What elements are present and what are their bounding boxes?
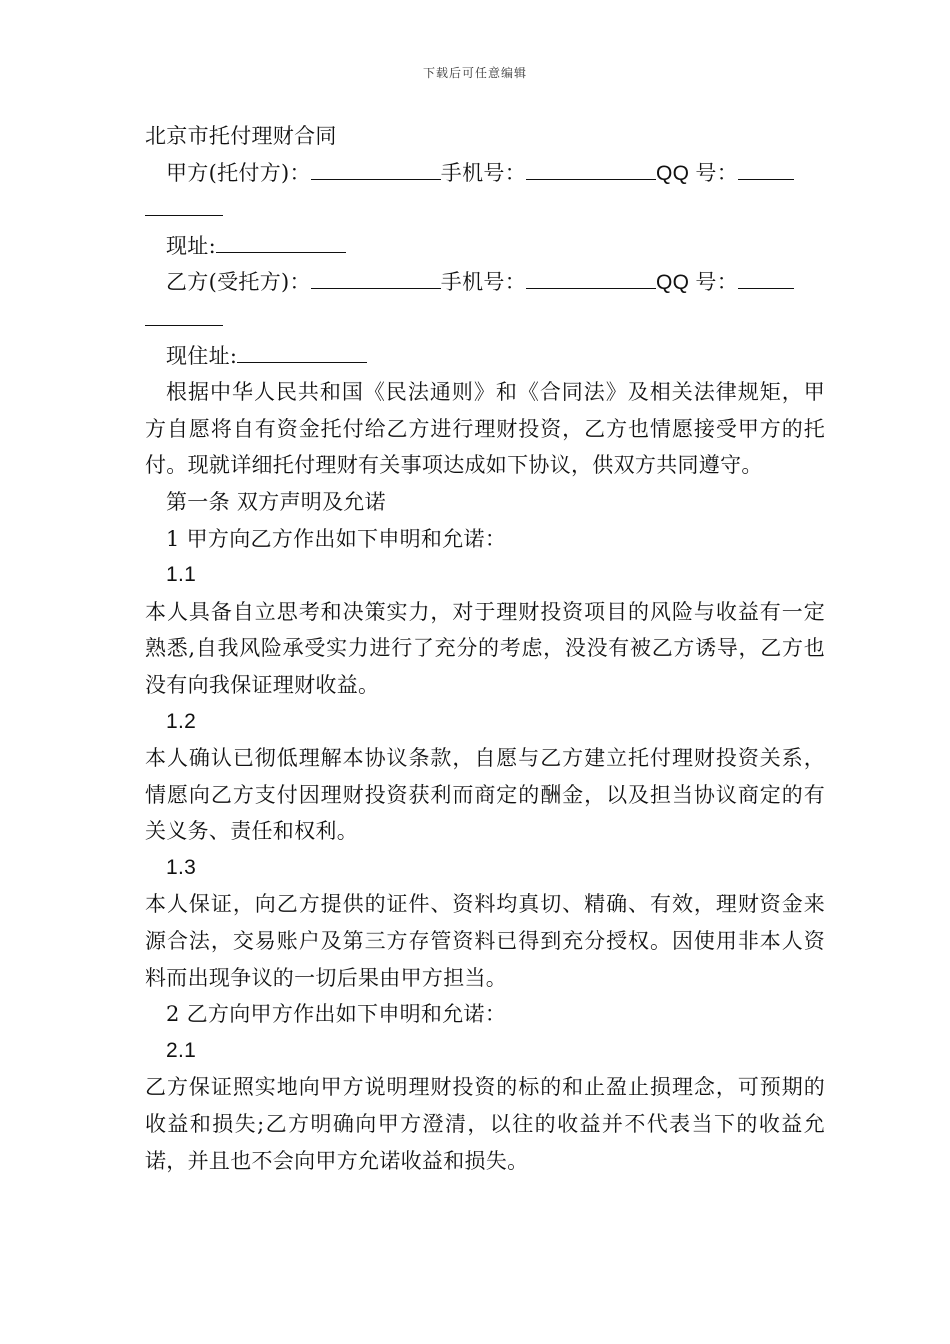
party-b-address-blank — [237, 342, 367, 363]
party-b-address-line — [145, 338, 825, 375]
party-b-phone-blank — [526, 268, 656, 289]
party-a-qq-blank — [738, 159, 794, 180]
party-b-phone-label: 手机号： — [440, 270, 526, 295]
party-a-phone-blank — [526, 159, 656, 180]
party-b-qq-blank-continued — [145, 305, 223, 326]
party-a-address-label: 现址: — [166, 233, 216, 258]
clause-text: 本人保证，向乙方提供的证件、资料均真切、精确、有效，理财资金来源合法，交易账户及第三方存管资料已得到充分授权。因使用非本人资料而出现争议的一切后果由甲方担当。 — [145, 892, 825, 990]
party-b-line — [145, 264, 825, 301]
party-b-qq-label: QQ 号： — [656, 271, 739, 295]
party-b-address-label: 现住址: — [166, 343, 238, 368]
header-note: 下载后可任意编辑 — [422, 66, 527, 80]
party-a-qq-label: QQ 号： — [656, 161, 739, 185]
party-a-name-blank — [311, 159, 441, 180]
preamble-paragraph: 根据中华人民共和国《民法通则》和《合同法》及相关法律规矩，甲方自愿将自有资金托付给乙方进行理财投资，乙方也情愿接受甲方的托付。现就详细托付理财有关事项达成如下协议，供双方共同遵守。 — [145, 380, 825, 478]
clause-number: 2.1 — [166, 1038, 197, 1062]
party-b-qq-blank — [738, 268, 794, 289]
clause-number: 1.1 — [166, 563, 197, 587]
clause-text: 本人确认已彻低理解本协议条款，自愿与乙方建立托付理财投资关系，情愿向乙方支付因理财投资获利而商定的酬金，以及担当协议商定的有关义务、责任和权利。 — [145, 746, 825, 844]
party-b-qq-continuation — [145, 301, 825, 338]
clause-text: 本人具备自立思考和决策实力，对于理财投资项目的风险与收益有一定熟悉,自我风险承受实力进行了充分的考虑，没没有被乙方诱导，乙方也没有向我保证理财收益。 — [145, 599, 825, 697]
party-a-phone-label: 手机号： — [440, 160, 526, 185]
party-b-label: 乙方(受托方)： — [166, 270, 311, 295]
party-a-qq-blank-continued — [145, 195, 223, 216]
section-1-heading: 1 甲方向乙方作出如下申明和允诺： — [166, 526, 507, 551]
article-1-title: 第一条 双方声明及允诺 — [166, 489, 386, 514]
document-title: 北京市托付理财合同 — [145, 124, 337, 148]
party-a-address-line — [145, 228, 825, 265]
party-a-qq-continuation — [145, 191, 825, 228]
clause-number: 1.3 — [166, 855, 197, 879]
party-a-line — [145, 155, 825, 192]
clause-number: 1.2 — [166, 709, 197, 733]
party-a-label: 甲方(托付方)： — [166, 160, 311, 185]
party-b-name-blank — [311, 268, 441, 289]
document-body — [145, 118, 825, 1179]
clause-text: 乙方保证照实地向甲方说明理财投资的标的和止盈止损理念，可预期的收益和损失;乙方明确向甲方澄清，以往的收益并不代表当下的收益允诺，并且也不会向甲方允诺收益和损失。 — [145, 1075, 825, 1173]
section-2-heading: 2 乙方向甲方作出如下申明和允诺： — [166, 1002, 507, 1027]
party-a-address-blank — [216, 232, 346, 253]
